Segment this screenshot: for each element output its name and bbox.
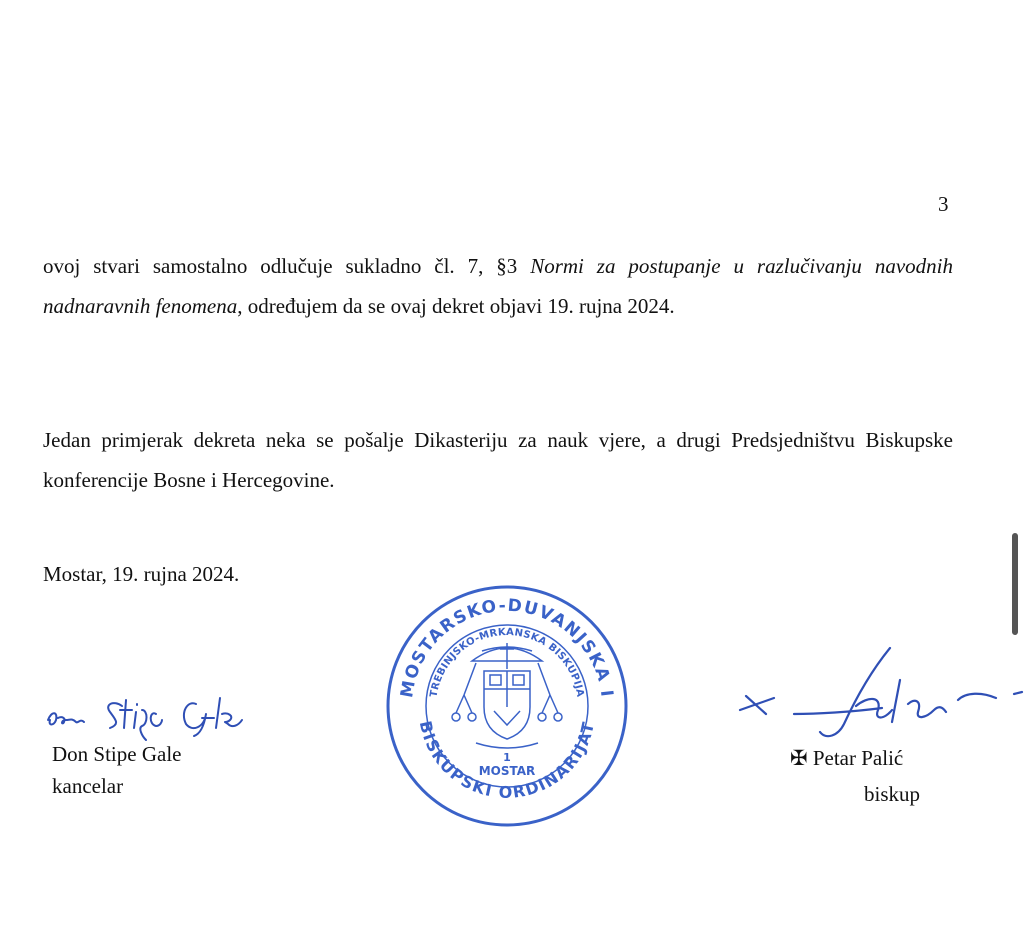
document-title-italic: Normi za postupanje u razlučivanju navodnih nadnaravnih fenomena: [43, 254, 953, 318]
svg-text:MOSTAR: MOSTAR: [478, 764, 536, 778]
diocese-seal: [384, 583, 630, 829]
svg-text:TREBINJSKO-MRKANSKA BISKUPIJA: TREBINJSKO-MRKANSKA BISKUPIJA: [428, 626, 586, 698]
place-date: Mostar, 19. rujna 2024.: [43, 562, 240, 586]
page-number: 3: [938, 192, 949, 216]
paragraph-text: ovoj stvari samostalno odlučuje sukladno čl. 7, §3: [43, 254, 531, 278]
paragraph-text: , određujem da se ovaj dekret objavi 19. rujna 2024.: [237, 294, 675, 318]
scrollbar-thumb[interactable]: [1012, 533, 1018, 635]
bishop-title: biskup: [864, 782, 921, 806]
chancellor-name: Don Stipe Gale: [52, 742, 182, 766]
chancellor-title: kancelar: [52, 774, 124, 798]
chancellor-signature: [44, 690, 274, 745]
bishop-name: ✠ Petar Palić: [790, 746, 904, 770]
svg-text:MOSTARSKO-DUVANJSKA I: MOSTARSKO-DUVANJSKA I: [397, 595, 617, 700]
bishop-signature: [732, 640, 1024, 750]
paragraph-distribution: Jedan primjerak dekreta neka se pošalje Dikasteriju za nauk vjere, a drugi Predsjedništvu Biskupske konferencije Bosne i Hercegovine.: [43, 428, 953, 492]
paragraph-publication: [43, 246, 953, 326]
svg-text:1: 1: [503, 751, 511, 764]
svg-text:BISKUPSKI ORDINARIJAT: BISKUPSKI ORDINARIJAT: [415, 719, 599, 802]
